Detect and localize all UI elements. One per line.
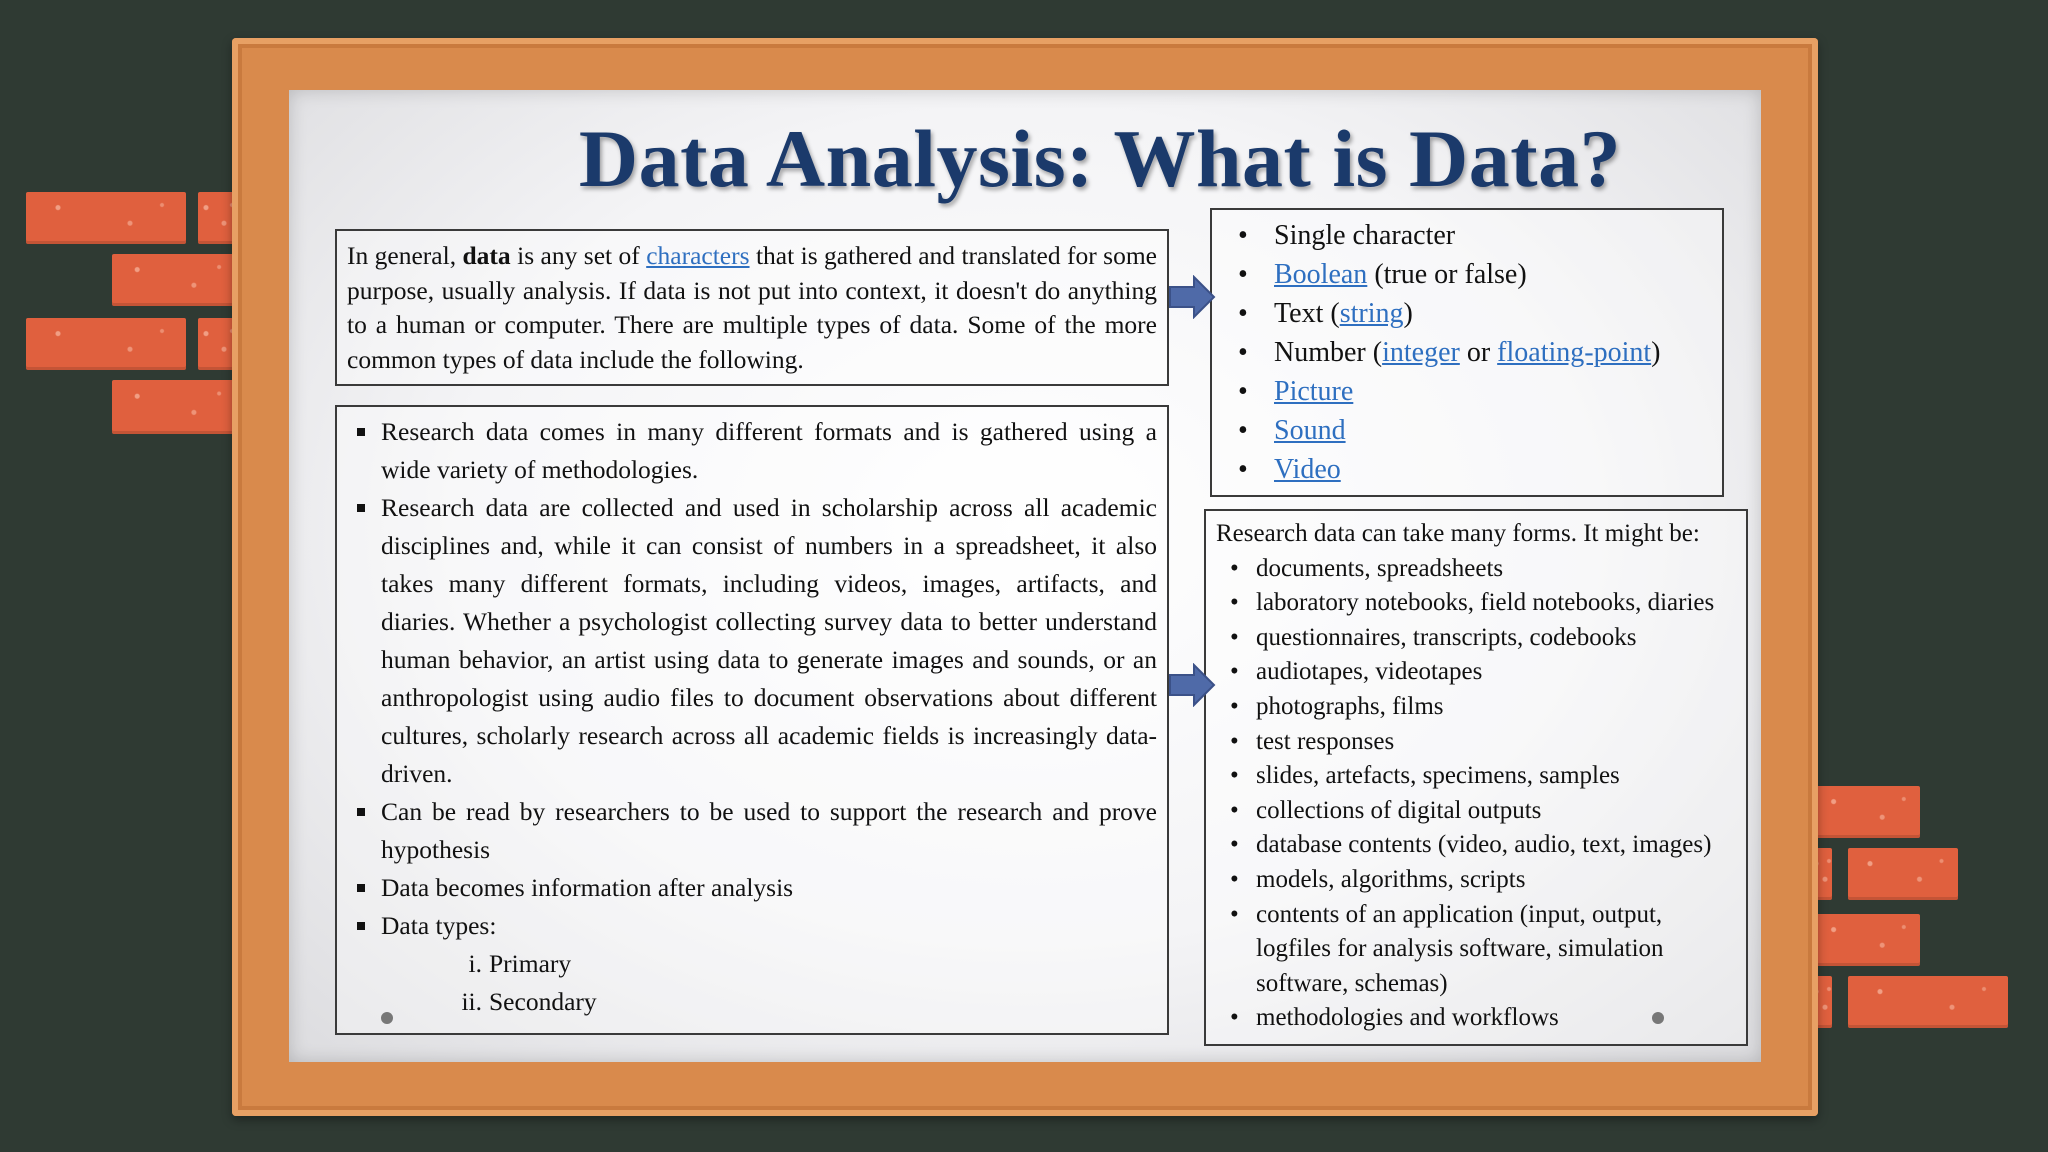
list-item: Research data comes in many different formats and is gathered using a wide variety of methodologies. [347,413,1157,489]
list-item: • methodologies and workflows [1216,1001,1736,1036]
pointer-dot [381,1012,393,1024]
list-item [1222,411,1712,450]
brick [26,192,186,244]
arrow-right-icon [1168,663,1216,707]
list-item: • models, algorithms, scripts [1216,863,1736,898]
brick [1848,976,2008,1028]
floating-point-link[interactable]: floating-point [1497,337,1652,368]
list-item [1222,450,1712,489]
arrow-right-icon [1168,275,1216,319]
list-item: • laboratory notebooks, field notebooks, diaries [1216,586,1736,621]
list-item: Data types: i. Primary ii. Secondary [347,907,1157,1021]
list-item [1222,372,1712,411]
list-item: • slides, artefacts, specimens, samples [1216,759,1736,794]
list-item: • database contents (video, audio, text, images) [1216,828,1736,863]
forms-list [1216,552,1736,1036]
brick [1812,786,1920,838]
picture-link[interactable]: Picture [1274,376,1354,407]
list-item: • Number (integer or floating-point) [1222,333,1712,372]
list-item: • test responses [1216,725,1736,760]
list-item: • Single character [1222,216,1712,255]
intro-middle: is any set of [510,241,647,270]
list-item: • documents, spreadsheets [1216,552,1736,587]
research-list [347,413,1157,1021]
research-forms-box [1204,509,1748,1046]
intro-suffix: that is gathered and translated for some purpose, usually analysis. If data is not put into context, it doesn't do anything to a human or computer. There are multiple types of data. Some of the more common types of data include the following. [347,241,1157,374]
brick [112,380,238,434]
list-item: • collections of digital outputs [1216,794,1736,829]
list-item: • audiotapes, videotapes [1216,655,1736,690]
intro-box [335,229,1169,386]
forms-heading: Research data can take many forms. It might be: [1216,520,1700,547]
data-types-sublist [381,945,1157,1021]
list-item: Can be read by researchers to be used to support the research and prove hypothesis [347,793,1157,869]
list-item: i. Primary [468,949,572,978]
data-types-list [1222,216,1712,489]
list-item: ii. Secondary [461,987,597,1016]
boolean-link[interactable]: Boolean [1274,259,1368,290]
brick [26,318,186,370]
pointer-dot [1652,1012,1664,1024]
list-item: • photographs, films [1216,690,1736,725]
research-box [335,405,1169,1035]
string-link[interactable]: string [1339,298,1404,329]
list-item: • contents of an application (input, output, logfiles for analysis software, simulation software, schemas) [1216,898,1736,1002]
video-link[interactable]: Video [1274,454,1341,485]
list-item: • Text (string) [1222,294,1712,333]
integer-link[interactable]: integer [1382,337,1460,368]
list-item: • Boolean (true or false) [1222,255,1712,294]
list-item: • questionnaires, transcripts, codebooks [1216,621,1736,656]
brick [1812,914,1920,966]
brick [1848,848,1958,900]
brick [112,254,238,306]
list-item: Research data are collected and used in scholarship across all academic disciplines and, while it can consist of numbers in a spreadsheet, it also takes many different formats, including videos, images, artifacts, and diaries. Whether a psychologist collecting survey data to better understand human behavior, an artist using data to generate images and sounds, or an anthropologist using audio files to document observations about different cultures, scholarly research across all academic fields is increasingly data-driven. [347,489,1157,793]
characters-link[interactable]: characters [646,241,750,270]
data-types-box [1210,208,1724,497]
sound-link[interactable]: Sound [1274,415,1346,446]
slide-title: Data Analysis: What is Data? [578,113,1622,204]
intro-prefix: In general, [347,241,463,270]
intro-bold-word: data [462,241,511,270]
list-item: Data becomes information after analysis [347,869,1157,907]
